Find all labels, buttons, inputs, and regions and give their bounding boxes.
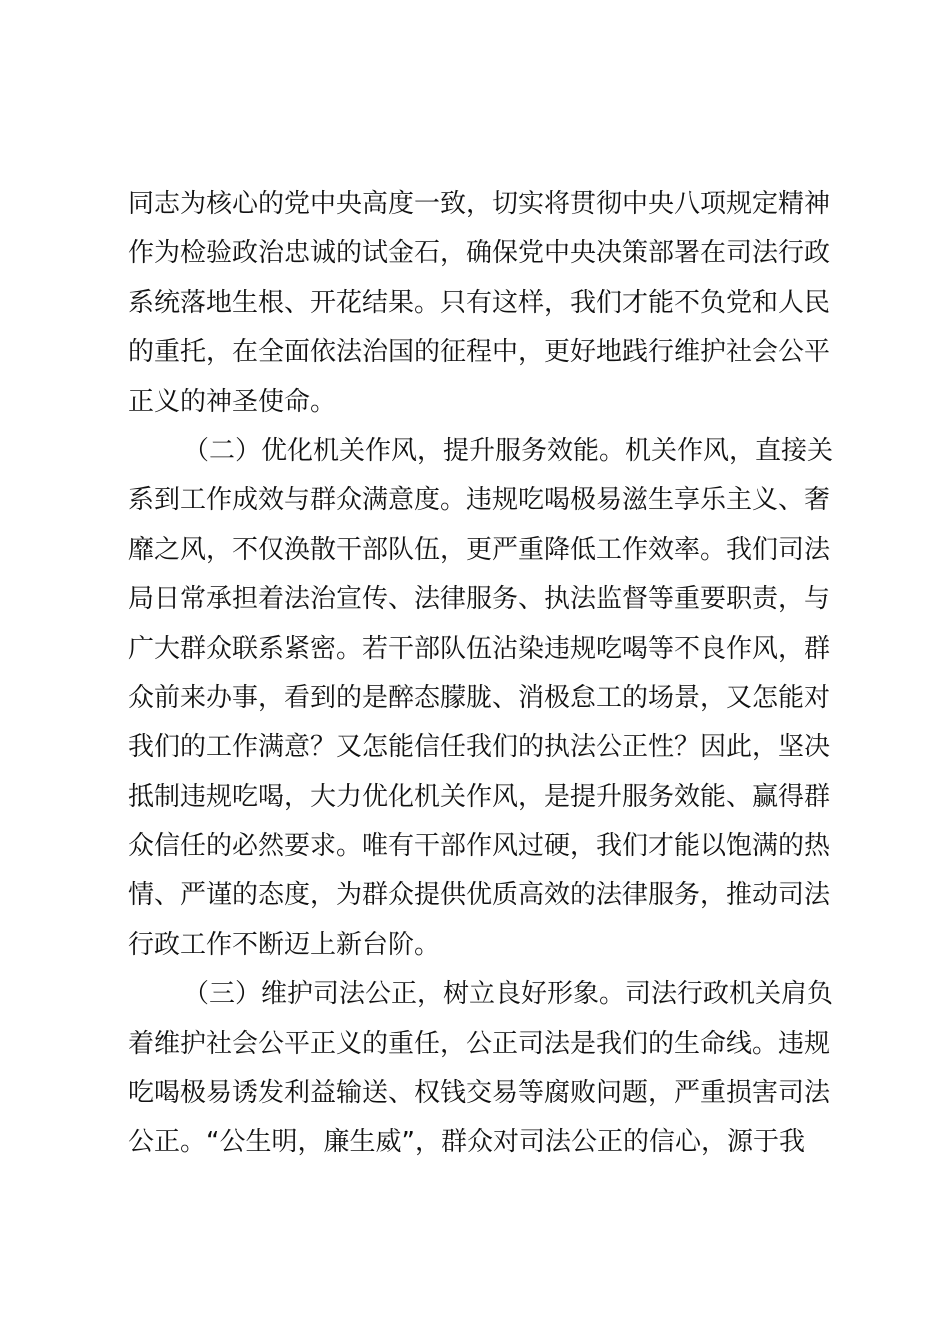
text-line: 同志为核心的党中央高度一致，切实将贯彻中央八项规定精神 [128,189,831,219]
text-line: 广大群众联系紧密。若干部队伍沾染违规吃喝等不良作风，群 [128,633,831,664]
text-line: 我们的工作满意？又怎能信任我们的执法公正性？因此，坚决 [128,732,831,763]
text-line: 吃喝极易诱发利益输送、权钱交易等腐败问题，严重损害司法 [128,1078,831,1109]
text-line: 正义的神圣使命。 [128,386,337,417]
text-line: 着维护社会公平正义的重任，公正司法是我们的生命线。违规 [128,1028,831,1059]
text-line: 抵制违规吃喝，大力优化机关作风，是提升服务效能、赢得群 [128,781,831,812]
text-line: 情、严谨的态度，为群众提供优质高效的法律服务，推动司法 [128,880,831,911]
text-line: 系统落地生根、开花结果。只有这样，我们才能不负党和人民 [128,287,831,318]
text-line: 局日常承担着法治宣传、法律服务、执法监督等重要职责，与 [128,584,831,615]
document-body [128,180,838,1168]
text-line: 靡之风，不仅涣散干部队伍，更严重降低工作效率。我们司法 [128,534,831,565]
text-line: 公正。“公生明，廉生威”，群众对司法公正的信心，源于我 [128,1127,805,1158]
text-line: 系到工作成效与群众满意度。违规吃喝极易滋生享乐主义、奢 [128,485,831,516]
section-heading-line: （三）维护司法公正，树立良好形象。司法行政机关肩负 [183,979,834,1010]
text-line: 行政工作不断迈上新台阶。 [128,929,441,960]
text-line: 作为检验政治忠诚的试金石，确保党中央决策部署在司法行政 [128,238,831,269]
text-line: 众前来办事，看到的是醉态朦胧、消极怠工的场景，又怎能对 [128,682,831,713]
text-line: 众信任的必然要求。唯有干部作风过硬，我们才能以饱满的热 [128,831,831,862]
text-line: 的重托，在全面依法治国的征程中，更好地践行维护社会公平 [128,337,831,368]
section-heading-line: （二）优化机关作风，提升服务效能。机关作风，直接关 [183,435,834,466]
